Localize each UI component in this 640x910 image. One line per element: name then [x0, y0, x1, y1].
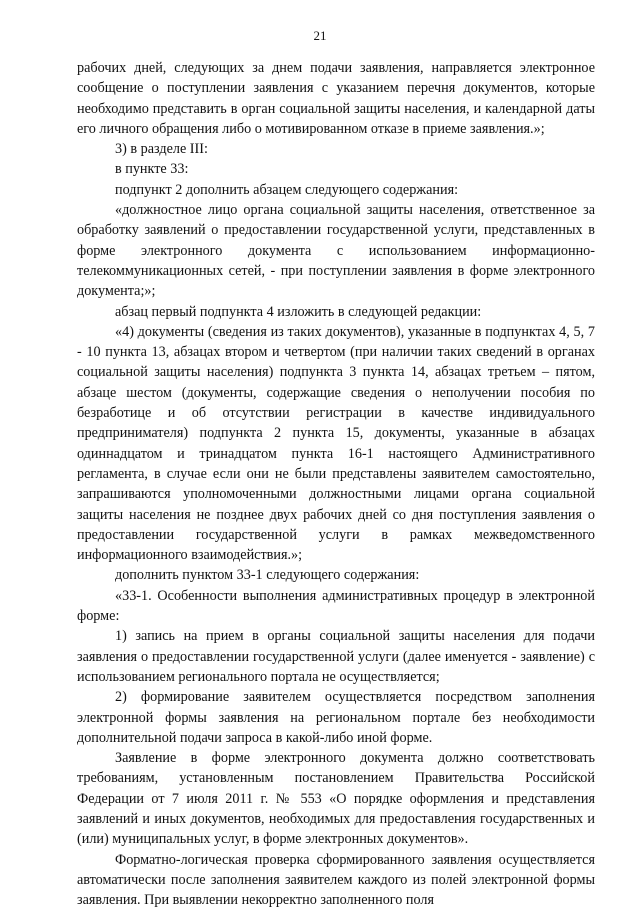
paragraph: абзац первый подпункта 4 изложить в следующей редакции:	[115, 303, 482, 320]
paragraph: «должностное лицо органа социальной защиты населения, ответственное за обработку заявлений о предоставлении государственной услуги, представленных в форме электронного документа с использованием информационно-телекоммуникационных сетей, - при поступлении заявления в форме электронного документа;»;	[77, 202, 595, 300]
paragraph: подпункт 2 дополнить абзацем следующего содержания:	[115, 181, 459, 198]
paragraph: Форматно-логическая проверка сформированного заявления осуществляется автоматически после заполнения заявителем каждого из полей электронной формы заявления. При выявлении некорректно заполненного поля	[77, 851, 595, 909]
paragraph: рабочих дней, следующих за днем подачи заявления, направляется электронное сообщение о поступлении заявления с указанием перечня документов, которые необходимо представить в орган социальной защиты населения, и календарной даты его личного обращения либо о мотивированном отказе в приеме заявления.»;	[77, 60, 595, 137]
document-body	[77, 58, 595, 910]
paragraph: в пункте 33:	[115, 161, 189, 178]
page-number: 21	[313, 28, 327, 43]
paragraph: «33-1. Особенности выполнения административных процедур в электронной форме:	[77, 587, 595, 625]
paragraph: Заявление в форме электронного документа должно соответствовать требованиям, установленным постановлением Правительства Российской Федерации от 7 июля 2011 г. № 553 «О порядке оформления и представления заявлений и иных документов, необходимых для предоставления государственных и (или) муниципальных услуг, в форме электронных документов».	[77, 750, 595, 848]
paragraph: 2) формирование заявителем осуществляется посредством заполнения электронной формы заявления на региональном портале без необходимости дополнительной подачи запроса в какой-либо иной форме.	[77, 689, 595, 746]
paragraph: 1) запись на прием в органы социальной защиты населения для подачи заявления о предоставлении государственной услуги (далее именуется - заявление) с использованием регионального портала не осуществляется;	[77, 628, 595, 685]
paragraph: «4) документы (сведения из таких документов), указанные в подпунктах 4, 5, 7 - 10 пункта 13, абзацах втором и четвертом (при наличии таких сведений в органах социальной защиты населения) подпункта 3 пункта 14, абзацах третьем – пятом, абзаце шестом (документы, содержащие сведения о неполучении пособия по безработице и об отсутствии регистрации в качестве индивидуального предпринимателя) подпункта 2 пункта 15, документы, указанные в абзацах одиннадцатом и тринадцатом пункта 16-1 настоящего Административного регламента, в случае если они не были представлены заявителем самостоятельно, запрашиваются уполномоченными должностными лицами органа социальной защиты населения не позднее двух рабочих дней со дня поступления заявления о предоставлении государственной услуги в рамках межведомственного информационного взаимодействия.»;	[77, 323, 595, 564]
paragraph: дополнить пунктом 33-1 следующего содержания:	[115, 567, 420, 584]
paragraph: 3) в разделе III:	[115, 141, 208, 158]
